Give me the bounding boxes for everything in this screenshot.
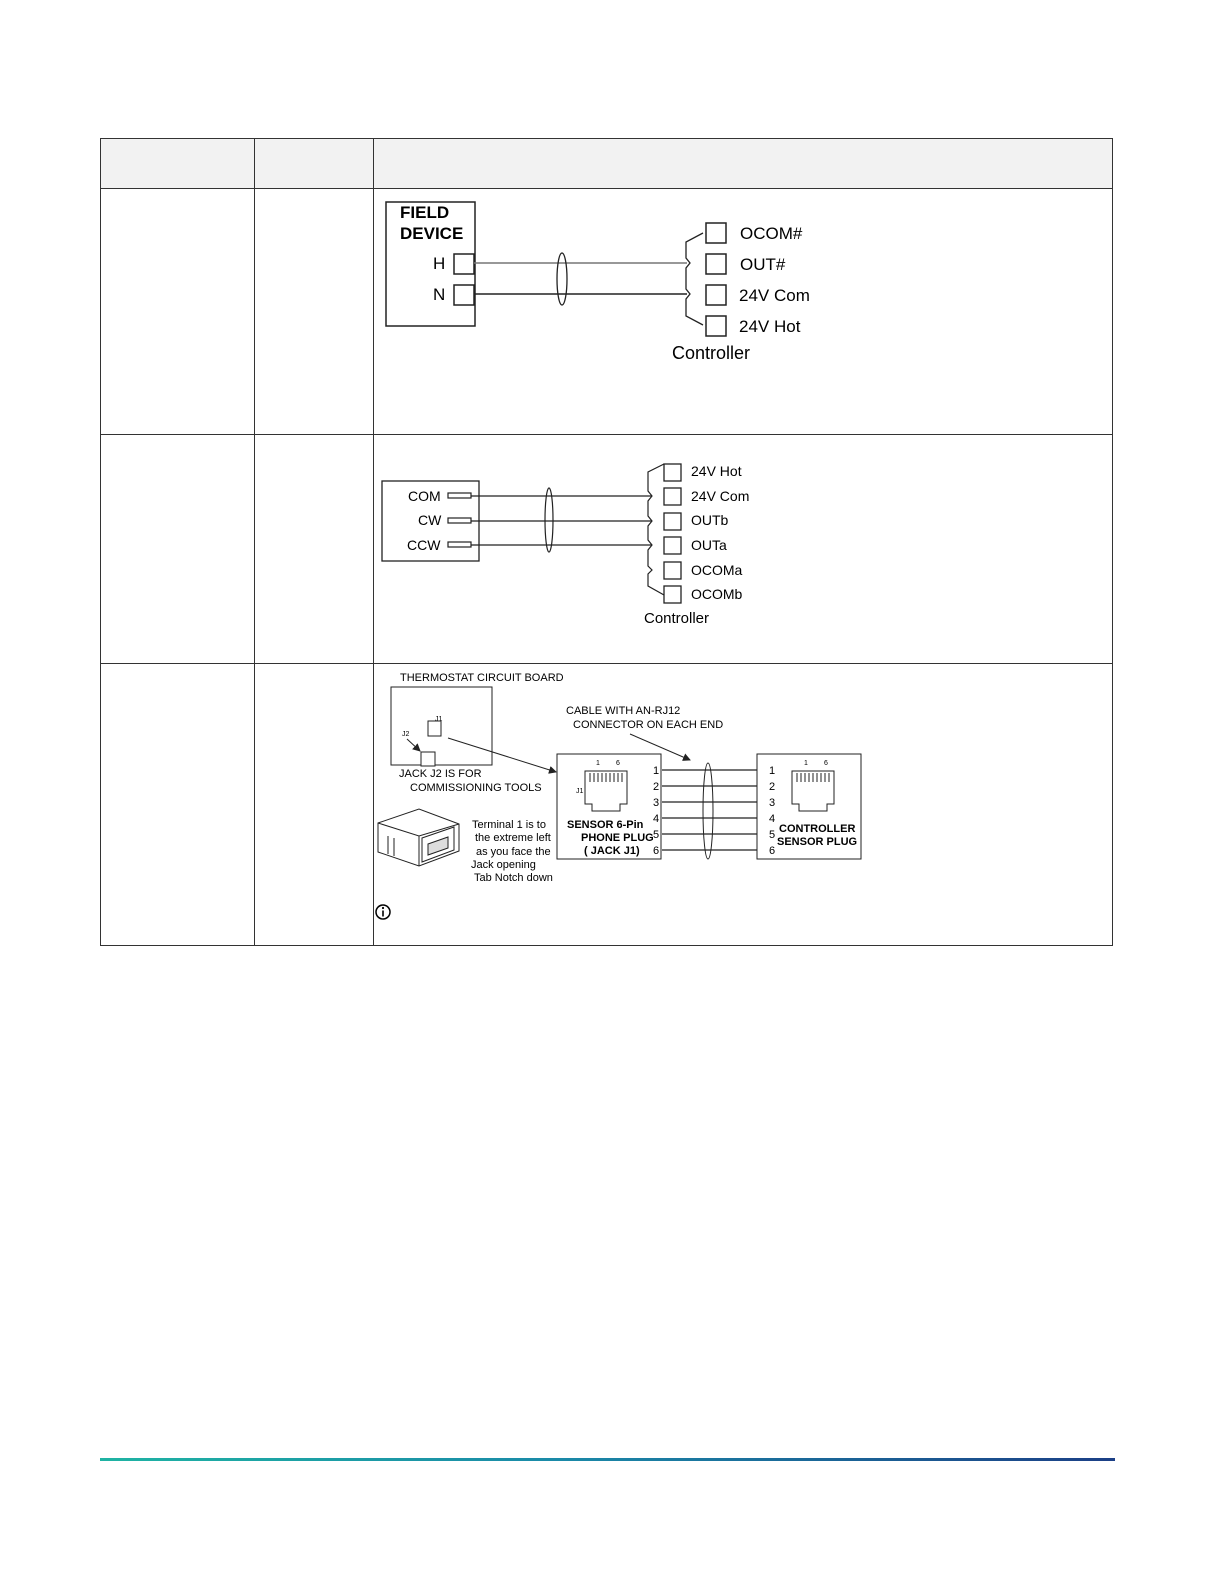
cable-note-1: CABLE WITH AN-RJ12: [566, 705, 681, 717]
output-label-3: 24V Com: [739, 286, 810, 305]
terminal-24v-com: [664, 488, 681, 505]
terminal-ocomb: [664, 586, 681, 603]
pin-6-label: 6: [616, 760, 620, 767]
cable-shield: [703, 763, 713, 859]
right-pin-4: 4: [769, 813, 776, 825]
terminal-note-3: as you face the: [476, 846, 551, 858]
terminal-h: [454, 254, 474, 274]
terminal-note-4: Jack opening: [471, 859, 536, 871]
output-label-2: 24V Com: [691, 488, 750, 504]
terminal-note-5: Tab Notch down: [474, 872, 553, 884]
terminal-note-2: the extreme left: [475, 832, 551, 844]
terminal-outa: [664, 537, 681, 554]
controller-plug-label-1: CONTROLLER: [779, 823, 856, 835]
left-pin-3: 3: [653, 797, 660, 809]
rj12-connector-illustration: [378, 809, 459, 866]
footer-divider: [100, 1458, 1115, 1461]
right-pin-2: 2: [769, 781, 776, 793]
actuator-wiring-diagram: [376, 456, 776, 636]
field-device-title: FIELD: [400, 203, 450, 222]
terminal-n-label: N: [433, 285, 446, 304]
left-pin-2: 2: [653, 781, 660, 793]
cable-shield: [545, 488, 553, 552]
right-pin-1: 1: [769, 765, 776, 777]
field-device-wiring-diagram: [376, 192, 836, 372]
board-to-jack-arrow: [448, 738, 556, 772]
controller-label: Controller: [644, 610, 710, 627]
svg-text:J1: J1: [576, 788, 584, 795]
field-device-title-2: DEVICE: [400, 224, 464, 243]
right-pin-5: 5: [769, 829, 776, 841]
left-pin-4: 4: [653, 813, 660, 825]
output-label-1: OCOM#: [740, 224, 803, 243]
device-terminal-cw: CW: [418, 512, 442, 528]
output-label-4: 24V Hot: [739, 317, 801, 336]
cable-note-2: CONNECTOR ON EACH END: [573, 719, 724, 731]
pin-1-label: 1: [596, 760, 600, 767]
terminal-24v-com: [706, 285, 726, 305]
sensor-cable-diagram: [374, 666, 874, 926]
pin-com: [448, 493, 471, 498]
terminal-outb: [664, 513, 681, 530]
cable-shield: [557, 253, 567, 305]
left-pin-6: 6: [653, 845, 660, 857]
terminal-ocom: [706, 223, 726, 243]
output-label-3: OUTb: [691, 512, 729, 528]
left-pin-1: 1: [653, 765, 660, 777]
terminal-24v-hot: [706, 316, 726, 336]
svg-text:1: 1: [804, 760, 808, 767]
output-label-5: OCOMa: [691, 562, 743, 578]
board-title: THERMOSTAT CIRCUIT BOARD: [400, 672, 564, 684]
j2-label: J2: [402, 731, 410, 738]
output-label-6: OCOMb: [691, 586, 743, 602]
controller-label: Controller: [672, 343, 751, 363]
jack-j1: [428, 721, 441, 736]
controller-plug-label-2: SENSOR PLUG: [777, 836, 858, 848]
terminal-h-label: H: [433, 254, 446, 273]
right-pin-6: 6: [769, 845, 776, 857]
device-terminal-com: COM: [408, 488, 441, 504]
info-circle-icon: [376, 905, 390, 919]
pin-ccw: [448, 542, 471, 547]
pin-cw: [448, 518, 471, 523]
jack-note-1: JACK J2 IS FOR: [399, 768, 482, 780]
sensor-label-1: SENSOR 6-Pin: [567, 819, 644, 831]
output-label-2: OUT#: [740, 255, 786, 274]
output-label-4: OUTa: [691, 537, 727, 553]
cable-wires: [662, 770, 757, 850]
terminal-24v-hot: [664, 464, 681, 481]
output-label-1: 24V Hot: [691, 463, 742, 479]
jack-j2: [421, 752, 435, 766]
terminal-n: [454, 285, 474, 305]
svg-text:6: 6: [824, 760, 828, 767]
sensor-label-2: PHONE PLUG: [581, 832, 654, 844]
controller-bracket: [648, 464, 664, 595]
cable-arrow: [630, 734, 690, 760]
left-pin-5: 5: [653, 829, 660, 841]
terminal-ocoma: [664, 562, 681, 579]
device-terminal-ccw: CCW: [407, 537, 441, 553]
terminal-out: [706, 254, 726, 274]
jack-note-2: COMMISSIONING TOOLS: [410, 782, 542, 794]
terminal-note-1: Terminal 1 is to: [472, 819, 546, 831]
right-pin-3: 3: [769, 797, 776, 809]
sensor-label-3: ( JACK J1): [584, 845, 640, 857]
controller-bracket: [686, 233, 703, 325]
j1-label: J1: [435, 716, 443, 723]
